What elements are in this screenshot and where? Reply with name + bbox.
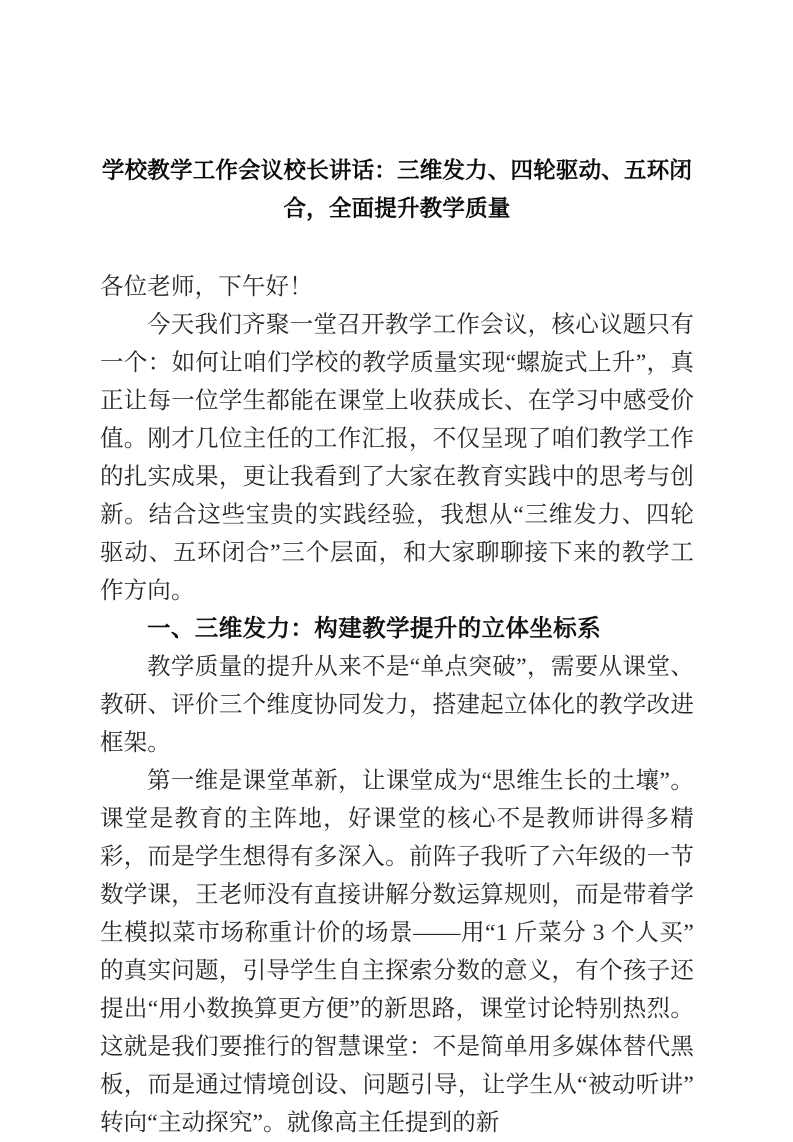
paragraph-greeting: 各位老师，下午好！ xyxy=(100,274,313,300)
paragraph-opening-remarks: 今天我们齐聚一堂召开教学工作会议，核心议题只有一个：如何让咱们学校的教学质量实现“螺旋式上升”，真正让每一位学生都能在课堂上收获成长、在学习中感受价值。刚才几位主任的工作汇报，不仅呈现了咱们教学工作的扎实成果，更让我看到了大家在教育实践中的思考与创新。结合这些宝贵的实践经验，我想从“三维发力、四轮驱动、五环闭合”三个层面，和大家聊聊接下来的教学工作方向。 xyxy=(100,312,694,604)
section-heading-one: 一、三维发力：构建教学提升的立体坐标系 xyxy=(147,616,602,642)
document-content xyxy=(100,0,694,1142)
page-title: 学校教学工作会议校长讲话：三维发力、四轮驱动、五环闭合，全面提升教学质量 xyxy=(101,158,693,222)
paragraph-three-dimensions-intro: 教学质量的提升从来不是“单点突破”，需要从课堂、教研、评价三个维度协同发力，搭建起立体化的教学改进框架。 xyxy=(100,654,694,756)
paragraph-first-dimension-classroom: 第一维是课堂革新，让课堂成为“思维生长的土壤”。课堂是教育的主阵地，好课堂的核心不是教师讲得多精彩，而是学生想得有多深入。前阵子我听了六年级的一节数学课，王老师没有直接讲解分数运算规则，而是带着学生模拟菜市场称重计价的场景——用“1 斤菜分 3 个人买”的真实问题，引导学生自主探索分数的意义，有个孩子还提出“用小数换算更方便”的新思路，课堂讨论特别热烈。这就是我们要推行的智慧课堂：不是简单用多媒体替代黑板，而是通过情境创设、问题引导，让学生从“被动听讲”转向“主动探究”。就像高主任提到的新 xyxy=(100,768,694,1136)
